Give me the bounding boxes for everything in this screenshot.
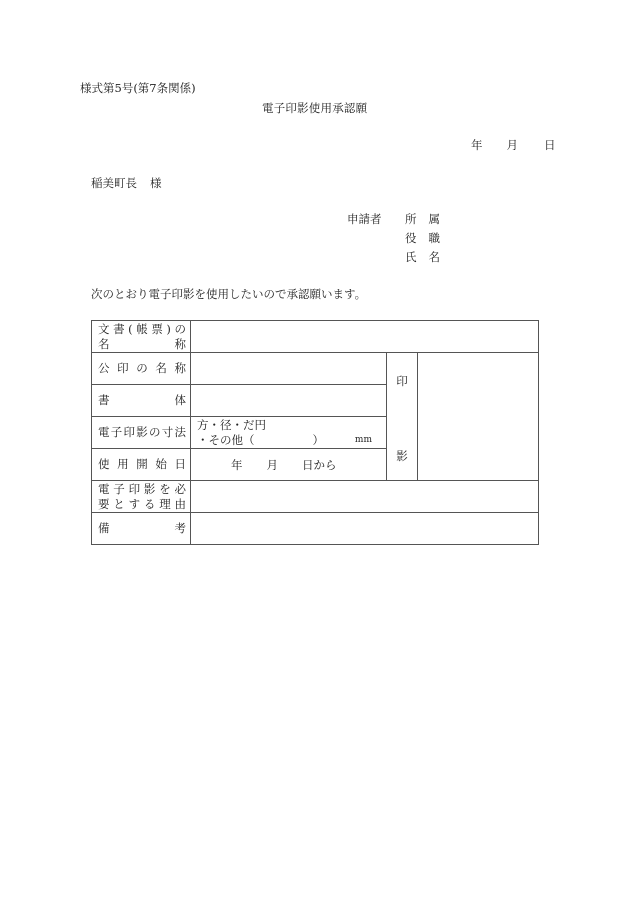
input-typeface[interactable]: [191, 385, 387, 417]
date-day-label: 日: [544, 138, 556, 152]
unit-mm: mm: [354, 434, 372, 445]
addressee-name: 稲美町長: [91, 176, 137, 190]
date-month-label: 月: [506, 138, 518, 152]
table-row-document-name: [92, 321, 539, 353]
input-reason[interactable]: [191, 481, 539, 513]
input-start-date[interactable]: 年 月 日から: [191, 449, 387, 481]
form-number: 様式第5号(第7条関係): [80, 81, 196, 95]
input-remarks[interactable]: [191, 513, 539, 545]
input-document-name[interactable]: [191, 321, 539, 353]
addressee: [91, 175, 162, 191]
table-row-remarks: [92, 513, 539, 545]
applicant-position-label: 役 職: [405, 231, 440, 245]
date-line: [471, 137, 556, 153]
size-other-line: ・その他（ ） mm: [197, 432, 372, 447]
application-table: [91, 320, 539, 545]
label-document-name: 文 書 ( 帳 票 ) の 名 称: [92, 321, 191, 353]
seal-impression-area[interactable]: [418, 353, 539, 481]
size-shape-options: 方・径・だ円: [197, 417, 266, 432]
label-remarks: 備 考: [92, 513, 191, 545]
label-reason: 電 子 印 影 を 必 要 と す る 理 由: [92, 481, 191, 513]
date-year-label: 年: [471, 138, 483, 152]
label-seal-name: 公 印 の 名 称: [92, 353, 191, 385]
label-typeface: 書 体: [92, 385, 191, 417]
label-start-date: 使 用 開 始 日: [92, 449, 191, 481]
intro-text: 次のとおり電子印影を使用したいので承認願います。: [91, 287, 367, 301]
table-row-seal-name: [92, 353, 539, 385]
input-seal-name[interactable]: [191, 353, 387, 385]
applicant-label: 申請者: [347, 212, 382, 226]
applicant-name-label: 氏 名: [405, 250, 440, 264]
seal-impression-label: 印 影: [387, 353, 418, 481]
addressee-honorific: 様: [150, 176, 162, 190]
input-seal-size[interactable]: [191, 417, 387, 449]
applicant-affiliation-label: 所 属: [405, 212, 440, 226]
document-title: 電子印影使用承認願: [262, 101, 368, 115]
table-row-reason: [92, 481, 539, 513]
label-seal-size: 電 子 印 影 の 寸 法: [92, 417, 191, 449]
